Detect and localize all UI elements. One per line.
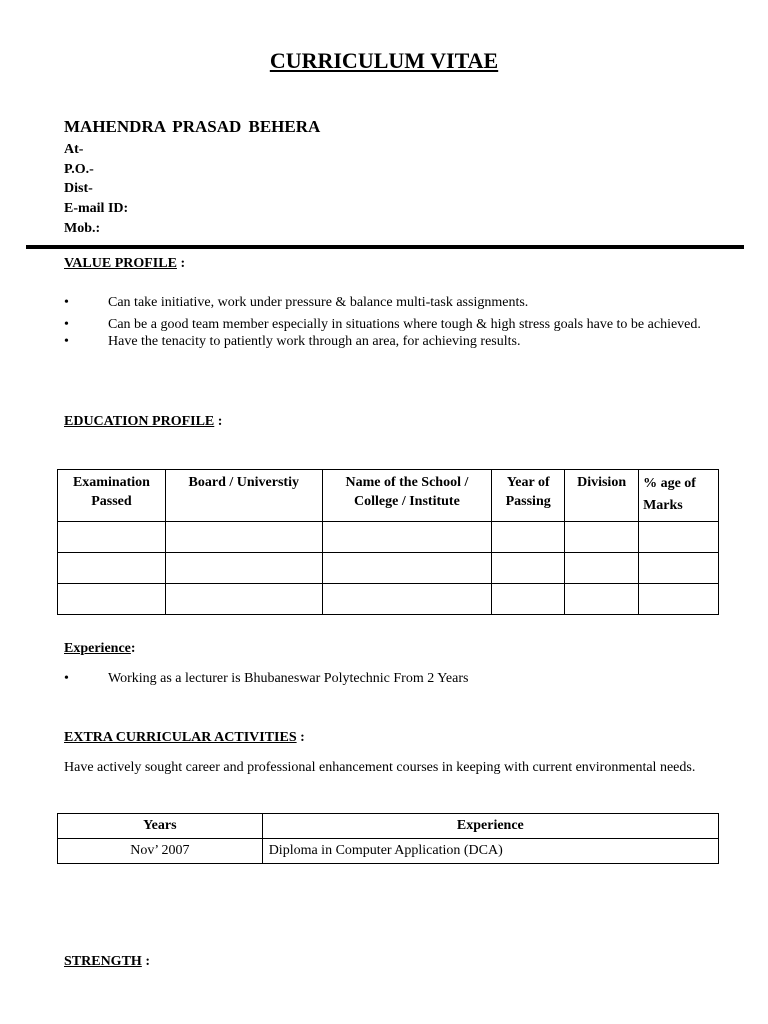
bullet-icon: • [64,334,69,349]
table-cell [165,522,322,553]
contact-mobile: Mob.: [64,220,101,236]
value-profile-item-text: Can take initiative, work under pressure & balance multi-task assignments. [108,295,529,310]
table-cell [165,553,322,584]
table-header-cell: Division [565,470,639,522]
value-profile-list [64,294,714,351]
table-row [58,553,719,584]
list-item [64,333,714,351]
table-cell [565,553,639,584]
value-profile-heading [64,256,185,272]
strength-heading [64,954,150,970]
table-cell [322,553,492,584]
strength-heading-text: STRENGTH [64,954,142,969]
education-table [57,469,719,615]
table-cell [565,522,639,553]
strength-heading-suffix: : [141,954,150,969]
value-profile-heading-text: VALUE PROFILE [64,256,177,271]
value-profile-heading-suffix: : [176,256,186,271]
extra-curricular-heading [64,730,305,746]
value-profile-item-text: Have the tenacity to patiently work through an area, for achieving results. [108,334,521,349]
table-cell [639,553,719,584]
contact-email: E-mail ID: [64,201,129,217]
table-cell [322,522,492,553]
table-header-row [58,470,719,522]
table-cell: Nov’ 2007 [58,839,263,864]
contact-district: Dist- [64,181,93,197]
table-row [58,839,719,864]
table-cell [58,553,166,584]
experience-item-text: Working as a lecturer is Bhubaneswar Polytechnic From 2 Years [108,671,469,686]
bullet-icon: • [64,295,69,310]
education-profile-heading-text: EDUCATION PROFILE [64,414,215,429]
table-cell [492,584,565,615]
value-profile-item-text: Can be a good team member especially in situations where tough & high stress goals have to be achieved. [108,317,701,332]
education-profile-heading-suffix: : [214,414,223,429]
table-cell [58,584,166,615]
table-header-cell: Experience [262,814,718,839]
table-cell [165,584,322,615]
list-item [64,670,714,688]
extra-curricular-paragraph: Have actively sought career and professional enhancement courses in keeping with current environmental needs. [64,760,696,775]
table-cell [639,522,719,553]
table-cell [492,553,565,584]
header-divider [26,245,744,249]
bullet-icon: • [64,317,69,332]
experience-heading-text: Experience [64,641,131,656]
experience-heading [64,641,136,657]
bullet-icon: • [64,671,69,686]
table-row [58,522,719,553]
table-cell [492,522,565,553]
table-header-cell: % age of Marks [639,470,719,522]
table-cell: Diploma in Computer Application (DCA) [262,839,718,864]
table-row [58,584,719,615]
table-cell [58,522,166,553]
table-header-cell: Examination Passed [58,470,166,522]
education-profile-heading [64,414,222,430]
contact-address-at: At- [64,142,84,157]
table-cell [565,584,639,615]
candidate-name: MAHENDRA PRASAD BEHERA [64,117,321,136]
experience-list [64,670,714,688]
table-cell [322,584,492,615]
table-cell [639,584,719,615]
extra-curricular-table [57,813,719,864]
contact-block [64,140,128,239]
table-header-cell: Board / Universtiy [165,470,322,522]
page-title: CURRICULUM VITAE [269,48,499,73]
extra-curricular-heading-suffix: : [296,730,305,745]
table-header-row [58,814,719,839]
table-header-cell: Name of the School / College / Institute [322,470,492,522]
table-header-cell: Year of Passing [492,470,565,522]
experience-heading-suffix: : [130,641,136,656]
contact-post-office: P.O.- [64,161,94,177]
extra-curricular-heading-text: EXTRA CURRICULAR ACTIVITIES [64,730,297,745]
table-header-cell: Years [58,814,263,839]
